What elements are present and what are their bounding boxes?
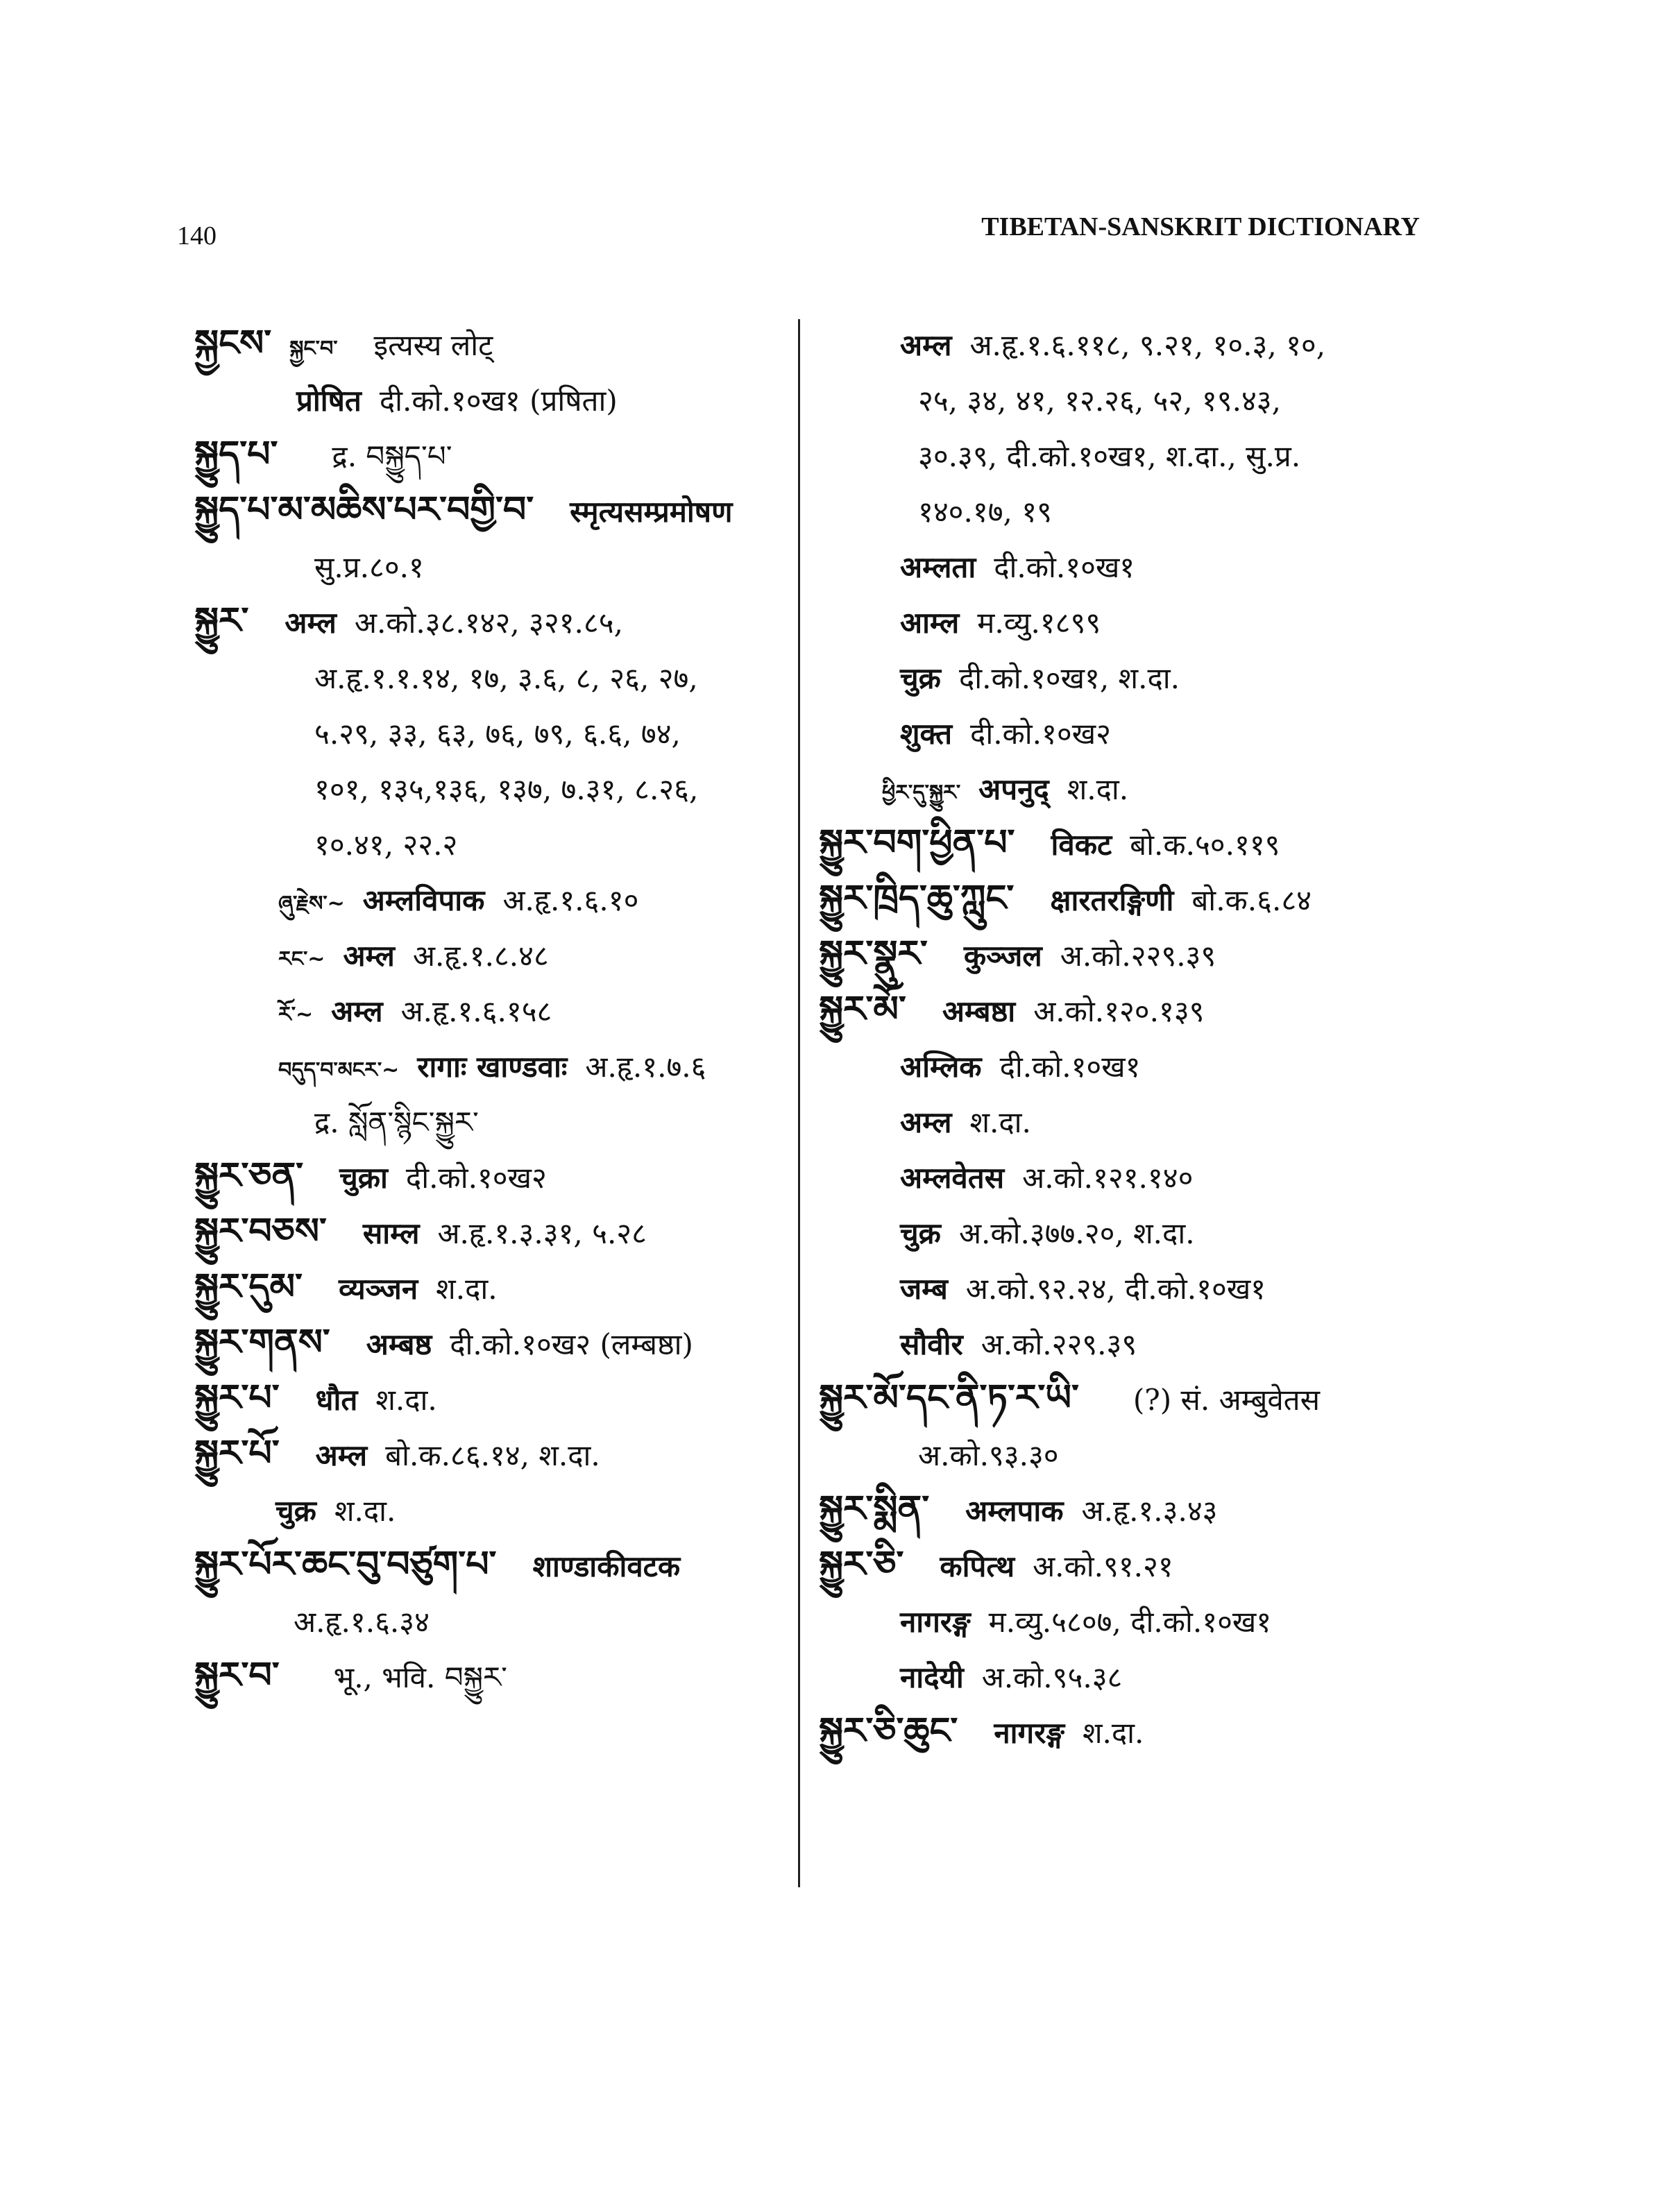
entry-line <box>819 760 1429 815</box>
entry-line <box>194 1037 791 1093</box>
reference-text: सु.प्र.८०.१ <box>314 550 424 584</box>
entry-line <box>194 482 791 538</box>
reference-text: अ.को.९२.२४, दी.को.१०ख१ <box>965 1272 1266 1306</box>
entry-line <box>819 1592 1429 1648</box>
reference-text: श.दा. <box>375 1383 437 1417</box>
tibetan-headword: སྐྱུར་པོར་ཆང་བུ་བཙུག་པ་ <box>194 1544 497 1585</box>
tibetan-subform: ཕྱིར་དུ་སྐྱུར་ <box>882 781 961 805</box>
reference-text: अ.को.३७७.२०, श.दा. <box>958 1216 1195 1250</box>
reference-text: भू., भवि. བསྐྱུར་ <box>333 1660 507 1694</box>
entry-line <box>819 1037 1429 1093</box>
tibetan-headword: སྐྱུར་ཁྲིད་ཆུ་ཀླུང་ <box>819 878 1015 919</box>
entry-line <box>819 1703 1429 1759</box>
sanskrit-equivalent: नागरङ्ग <box>994 1716 1064 1750</box>
entry-line <box>194 593 791 649</box>
entry-line <box>819 1315 1429 1370</box>
entry-line <box>819 815 1429 871</box>
reference-text: दी.को.१०ख२ (लम्बष्ठा) <box>450 1327 693 1361</box>
entry-line <box>194 926 791 982</box>
reference-text: द्र. སློན་སྙིང་སྐྱུར་ <box>314 1105 479 1139</box>
reference-text: अ.को.९५.३८ <box>981 1660 1123 1694</box>
left-column <box>194 316 791 1703</box>
entry-line <box>194 1259 791 1315</box>
tibetan-headword: སྐྱུར་མོ་དང་ནི་ཏ་ར་ཡི་ <box>819 1377 1079 1419</box>
entry-line <box>194 371 791 427</box>
tibetan-headword: སྐྱུར་བ་ <box>194 1655 280 1696</box>
sanskrit-equivalent: साम्ल <box>362 1216 420 1250</box>
entry-line <box>194 1204 791 1259</box>
reference-text: अ.हृ.१.१.१४, १७, ३.६, ८, २६, २७, <box>314 661 698 695</box>
sanskrit-equivalent: अम्लपाक <box>965 1494 1064 1528</box>
reference-text: अ.हृ.१.६.१५८ <box>400 994 552 1028</box>
tibetan-headword: སྐྱུར་སྨིན་ <box>819 1488 930 1530</box>
sanskrit-equivalent: चुक्र <box>900 1216 941 1250</box>
entry-line <box>819 593 1429 649</box>
tibetan-subform: རོ་~ <box>278 1003 314 1027</box>
entry-line <box>819 649 1429 704</box>
reference-text: अ.हृ.१.६.३४ <box>294 1605 430 1639</box>
entry-line <box>194 760 791 815</box>
page-number: 140 <box>177 221 217 250</box>
reference-text: अ.को.२२९.३९ <box>981 1327 1137 1361</box>
entry-line <box>194 1093 791 1148</box>
column-divider <box>798 319 800 1887</box>
tibetan-headword: སྐྱུར་གནས་ <box>194 1322 330 1363</box>
reference-text: म.व्यु.१८९९ <box>977 606 1101 640</box>
sanskrit-equivalent: कपित्थ <box>940 1549 1015 1583</box>
entry-line <box>819 427 1429 482</box>
reference-text: १०.४१, २२.२ <box>314 828 458 862</box>
tibetan-headword: སྐྱུར་པ་ <box>194 1377 280 1419</box>
entry-line <box>819 1259 1429 1315</box>
sanskrit-equivalent: अम्लविपाक <box>362 883 485 917</box>
entry-line <box>194 1537 791 1592</box>
entry-line <box>194 1592 791 1648</box>
reference-text: अ.हृ.१.७.६ <box>585 1050 706 1084</box>
reference-text: (?) सं. अम्बुवेतस <box>1132 1383 1321 1417</box>
entry-line <box>819 926 1429 982</box>
reference-text: दी.को.१०ख१ <box>994 550 1135 584</box>
tibetan-headword: སྐྱུར་ <box>194 600 249 642</box>
reference-text: श.दा. <box>1082 1716 1144 1750</box>
entry-line <box>194 1148 791 1204</box>
entry-line <box>819 1648 1429 1703</box>
entry-line <box>819 1426 1429 1481</box>
sanskrit-equivalent: सौवीर <box>900 1327 963 1361</box>
entry-line <box>819 316 1429 371</box>
reference-text: दी.को.१०ख२ <box>970 717 1111 751</box>
tibetan-headword: སྐྱུད་པ་མ་མཆིས་པར་བགྱི་བ་ <box>194 489 534 531</box>
reference-text: श.दा. <box>436 1272 498 1306</box>
reference-text: बो.क.८६.१४, श.दा. <box>385 1438 600 1472</box>
sanskrit-equivalent: चुक्र <box>900 661 941 695</box>
tibetan-headword: སྐྱུད་པ་ <box>194 434 278 475</box>
sanskrit-equivalent: नादेयी <box>900 1660 964 1694</box>
reference-text: २५, ३४, ४१, १२.२६, ५२, १९.४३, <box>918 384 1281 418</box>
reference-text: बो.क.६.८४ <box>1191 883 1312 917</box>
reference-text: अ.को.१२०.१३९ <box>1033 994 1205 1028</box>
entry-line <box>819 982 1429 1037</box>
entry-line <box>819 1370 1429 1426</box>
reference-text: अ.को.३८.१४२, ३२१.८५, <box>354 606 623 640</box>
entry-line <box>194 982 791 1037</box>
reference-text: अ.हृ.१.३.३१, ५.२८ <box>437 1216 647 1250</box>
reference-text: अ.को.९३.३० <box>918 1438 1059 1472</box>
tibetan-subform: བདུད་བ་མངར་~ <box>278 1058 400 1082</box>
reference-text: अ.हृ.१.६.११८, ९.२१, १०.३, १०, <box>969 328 1326 362</box>
entry-line <box>194 538 791 593</box>
reference-text: अ.को.१२१.१४० <box>1022 1161 1194 1195</box>
tibetan-headword: སྐྱུར་མོ་ <box>819 989 906 1030</box>
entry-line <box>819 1204 1429 1259</box>
reference-text: ३०.३९, दी.को.१०ख१, श.दा., सु.प्र. <box>918 439 1301 473</box>
reference-text: द्र. བསྐྱུད་པ་ <box>332 439 452 473</box>
sanskrit-equivalent: चुक्र <box>275 1494 316 1528</box>
sanskrit-equivalent: अम्बष्ठ <box>366 1327 432 1361</box>
entry-line <box>194 704 791 760</box>
entry-line <box>819 871 1429 926</box>
tibetan-headword: སྐྱུར་བག་ཕྱིན་པ་ <box>819 822 1015 864</box>
tibetan-headword: སྐྱུར་ཅི་ <box>819 1544 904 1585</box>
sanskrit-equivalent: व्यञ्जन <box>338 1272 418 1306</box>
reference-text: दी.को.१०ख१ (प्रषिता) <box>379 384 618 418</box>
reference-text: श.दा. <box>969 1105 1031 1139</box>
sanskrit-equivalent: अम्ल <box>331 994 383 1028</box>
sanskrit-equivalent: अम्ल <box>285 606 337 640</box>
sanskrit-equivalent: स्मृत्यसम्प्रमोषण <box>570 495 733 529</box>
entry-line <box>819 482 1429 538</box>
sanskrit-equivalent: अम्लवेतस <box>900 1161 1005 1195</box>
sanskrit-equivalent: विकट <box>1051 828 1112 862</box>
tibetan-subform: རང་~ <box>278 947 325 971</box>
entry-line <box>819 1481 1429 1537</box>
entry-line <box>819 1093 1429 1148</box>
sanskrit-equivalent: रागाः खाण्डवाः <box>417 1050 568 1084</box>
sanskrit-equivalent: जम्ब <box>900 1272 948 1306</box>
reference-text: दी.को.१०ख१ <box>999 1050 1141 1084</box>
sanskrit-equivalent: अपनुद् <box>978 772 1049 806</box>
sanskrit-equivalent: धौत <box>315 1383 358 1417</box>
sanskrit-equivalent: शुक्त <box>900 717 953 751</box>
entry-line <box>819 1148 1429 1204</box>
reference-text: दी.को.१०ख१, श.दा. <box>958 661 1180 695</box>
entry-line <box>194 1481 791 1537</box>
entry-line <box>819 371 1429 427</box>
sanskrit-equivalent: अम्ल <box>900 328 952 362</box>
tibetan-headword: སྐྱུར་ཅི་ཆུང་ <box>819 1710 958 1752</box>
entry-line <box>819 538 1429 593</box>
reference-text: इत्यस्य लोट् <box>373 328 493 362</box>
reference-text: अ.हृ.१.८.४८ <box>412 939 549 973</box>
reference-text: दी.को.१०ख२ <box>405 1161 547 1195</box>
reference-text: बो.क.५०.११९ <box>1130 828 1280 862</box>
entry-line <box>194 316 791 371</box>
tibetan-headword: སྐྱུར་དུམ་ <box>194 1266 303 1308</box>
sanskrit-equivalent: क्षारतरङ्गिणी <box>1050 883 1174 917</box>
reference-text: १०१, १३५,१३६, १३७, ७.३१, ८.२६, <box>314 772 699 806</box>
sanskrit-equivalent: नागरङ्ग <box>900 1605 971 1639</box>
running-title: TIBETAN-SANSKRIT DICTIONARY <box>981 212 1420 241</box>
reference-text: अ.को.९१.२१ <box>1033 1549 1173 1583</box>
reference-text: अ.हृ.१.६.१० <box>502 883 639 917</box>
tibetan-headword: སྐྱུར་བཅས་ <box>194 1211 327 1252</box>
reference-text: अ.हृ.१.३.४३ <box>1081 1494 1218 1528</box>
tibetan-headword: སྐྱངས་ <box>194 323 272 364</box>
entry-line <box>819 704 1429 760</box>
sanskrit-equivalent: अम्ल <box>343 939 395 973</box>
sanskrit-equivalent: अम्लिक <box>900 1050 982 1084</box>
sanskrit-equivalent: अम्ल <box>315 1438 368 1472</box>
tibetan-headword: སྐྱུར་པོ་ <box>194 1433 280 1474</box>
tibetan-subform: ཞུ་རྗེས་~ <box>278 892 345 916</box>
reference-text: म.व्यु.५८०७, दी.को.१०ख१ <box>988 1605 1272 1639</box>
entry-line <box>194 871 791 926</box>
sanskrit-equivalent: आम्ल <box>900 606 960 640</box>
reference-text: १४०.१७, १९ <box>918 495 1052 529</box>
sanskrit-equivalent: कुञ्जल <box>963 939 1042 973</box>
tibetan-headword: སྐྱུར་ཅན་ <box>194 1155 304 1197</box>
entry-line <box>194 815 791 871</box>
sanskrit-equivalent: अम्लता <box>900 550 976 584</box>
sanskrit-equivalent: शाण्डाकीवटक <box>532 1549 681 1583</box>
tibetan-subform: སྐྱང་བ་ <box>289 337 338 361</box>
reference-text: श.दा. <box>1067 772 1129 806</box>
entry-line <box>819 1537 1429 1592</box>
sanskrit-equivalent: अम्बष्ठा <box>942 994 1016 1028</box>
reference-text: श.दा. <box>334 1494 396 1528</box>
reference-text: अ.को.२२९.३९ <box>1060 939 1216 973</box>
right-column <box>819 316 1429 1759</box>
reference-text: ५.२९, ३३, ६३, ७६, ७९, ६.६, ७४, <box>314 717 681 751</box>
sanskrit-equivalent: प्रोषित <box>296 384 362 418</box>
entry-line <box>194 1648 791 1703</box>
sanskrit-equivalent: अम्ल <box>900 1105 952 1139</box>
entry-line <box>194 649 791 704</box>
entry-line <box>194 1315 791 1370</box>
entry-line <box>194 1426 791 1481</box>
entry-line <box>194 427 791 482</box>
sanskrit-equivalent: चुक्रा <box>339 1161 388 1195</box>
tibetan-headword: སྐྱུར་སྣུར་ <box>819 933 928 975</box>
entry-line <box>194 1370 791 1426</box>
